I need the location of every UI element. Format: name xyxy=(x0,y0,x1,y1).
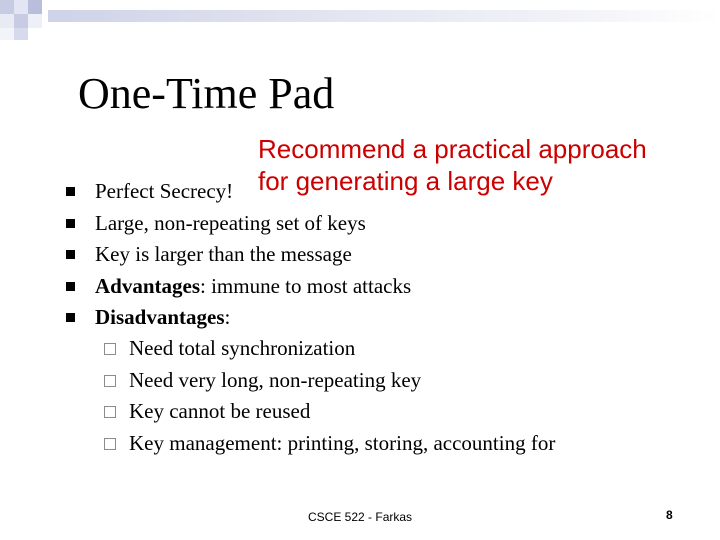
decor-square xyxy=(14,14,28,28)
decor-square xyxy=(14,28,28,40)
hollow-square-bullet-icon xyxy=(104,438,116,450)
square-bullet-icon xyxy=(66,187,75,196)
bullet-rest: : xyxy=(224,305,231,329)
decor-square xyxy=(28,14,42,28)
page-number: 8 xyxy=(666,508,673,522)
sub-bullet-text: Key cannot be reused xyxy=(129,399,311,423)
bullet-text xyxy=(95,302,230,334)
sub-bullet-text: Need very long, non-repeating key xyxy=(129,367,422,392)
callout-line-2: for generating a large key xyxy=(258,166,553,196)
decor-gradient-bar xyxy=(48,10,720,22)
bullet-bold-term: Disadvantages xyxy=(95,305,225,329)
decor-square xyxy=(28,0,42,14)
sub-bullet-text: Key management: printing, storing, accounting for xyxy=(129,430,556,455)
bullet-text: Large, non-repeating set of keys xyxy=(95,210,366,235)
sub-bullet-text: Need total synchronization xyxy=(129,336,356,360)
square-bullet-icon xyxy=(66,282,75,291)
slide-footer: CSCE 522 - Farkas xyxy=(308,510,413,524)
square-bullet-icon xyxy=(66,250,75,259)
slide-title: One-Time Pad xyxy=(78,69,335,118)
decor-square xyxy=(0,28,14,40)
decor-square xyxy=(0,14,14,28)
hollow-square-bullet-icon xyxy=(104,375,116,387)
square-bullet-icon xyxy=(66,219,75,228)
header-decoration xyxy=(0,0,720,40)
bullet-bold-term: Advantages xyxy=(95,273,201,298)
decor-square xyxy=(0,0,14,14)
bullet-text xyxy=(95,271,411,303)
bullet-rest: : immune to most attacks xyxy=(200,273,412,298)
bullet-text: Key is larger than the message xyxy=(95,242,352,266)
bullet-text: Perfect Secrecy! xyxy=(95,179,234,203)
callout-line-1: Recommend a practical approach xyxy=(258,134,647,164)
decor-square xyxy=(14,0,28,14)
hollow-square-bullet-icon xyxy=(104,343,116,355)
callout-note xyxy=(258,133,698,197)
square-bullet-icon xyxy=(66,313,75,322)
hollow-square-bullet-icon xyxy=(104,406,116,418)
